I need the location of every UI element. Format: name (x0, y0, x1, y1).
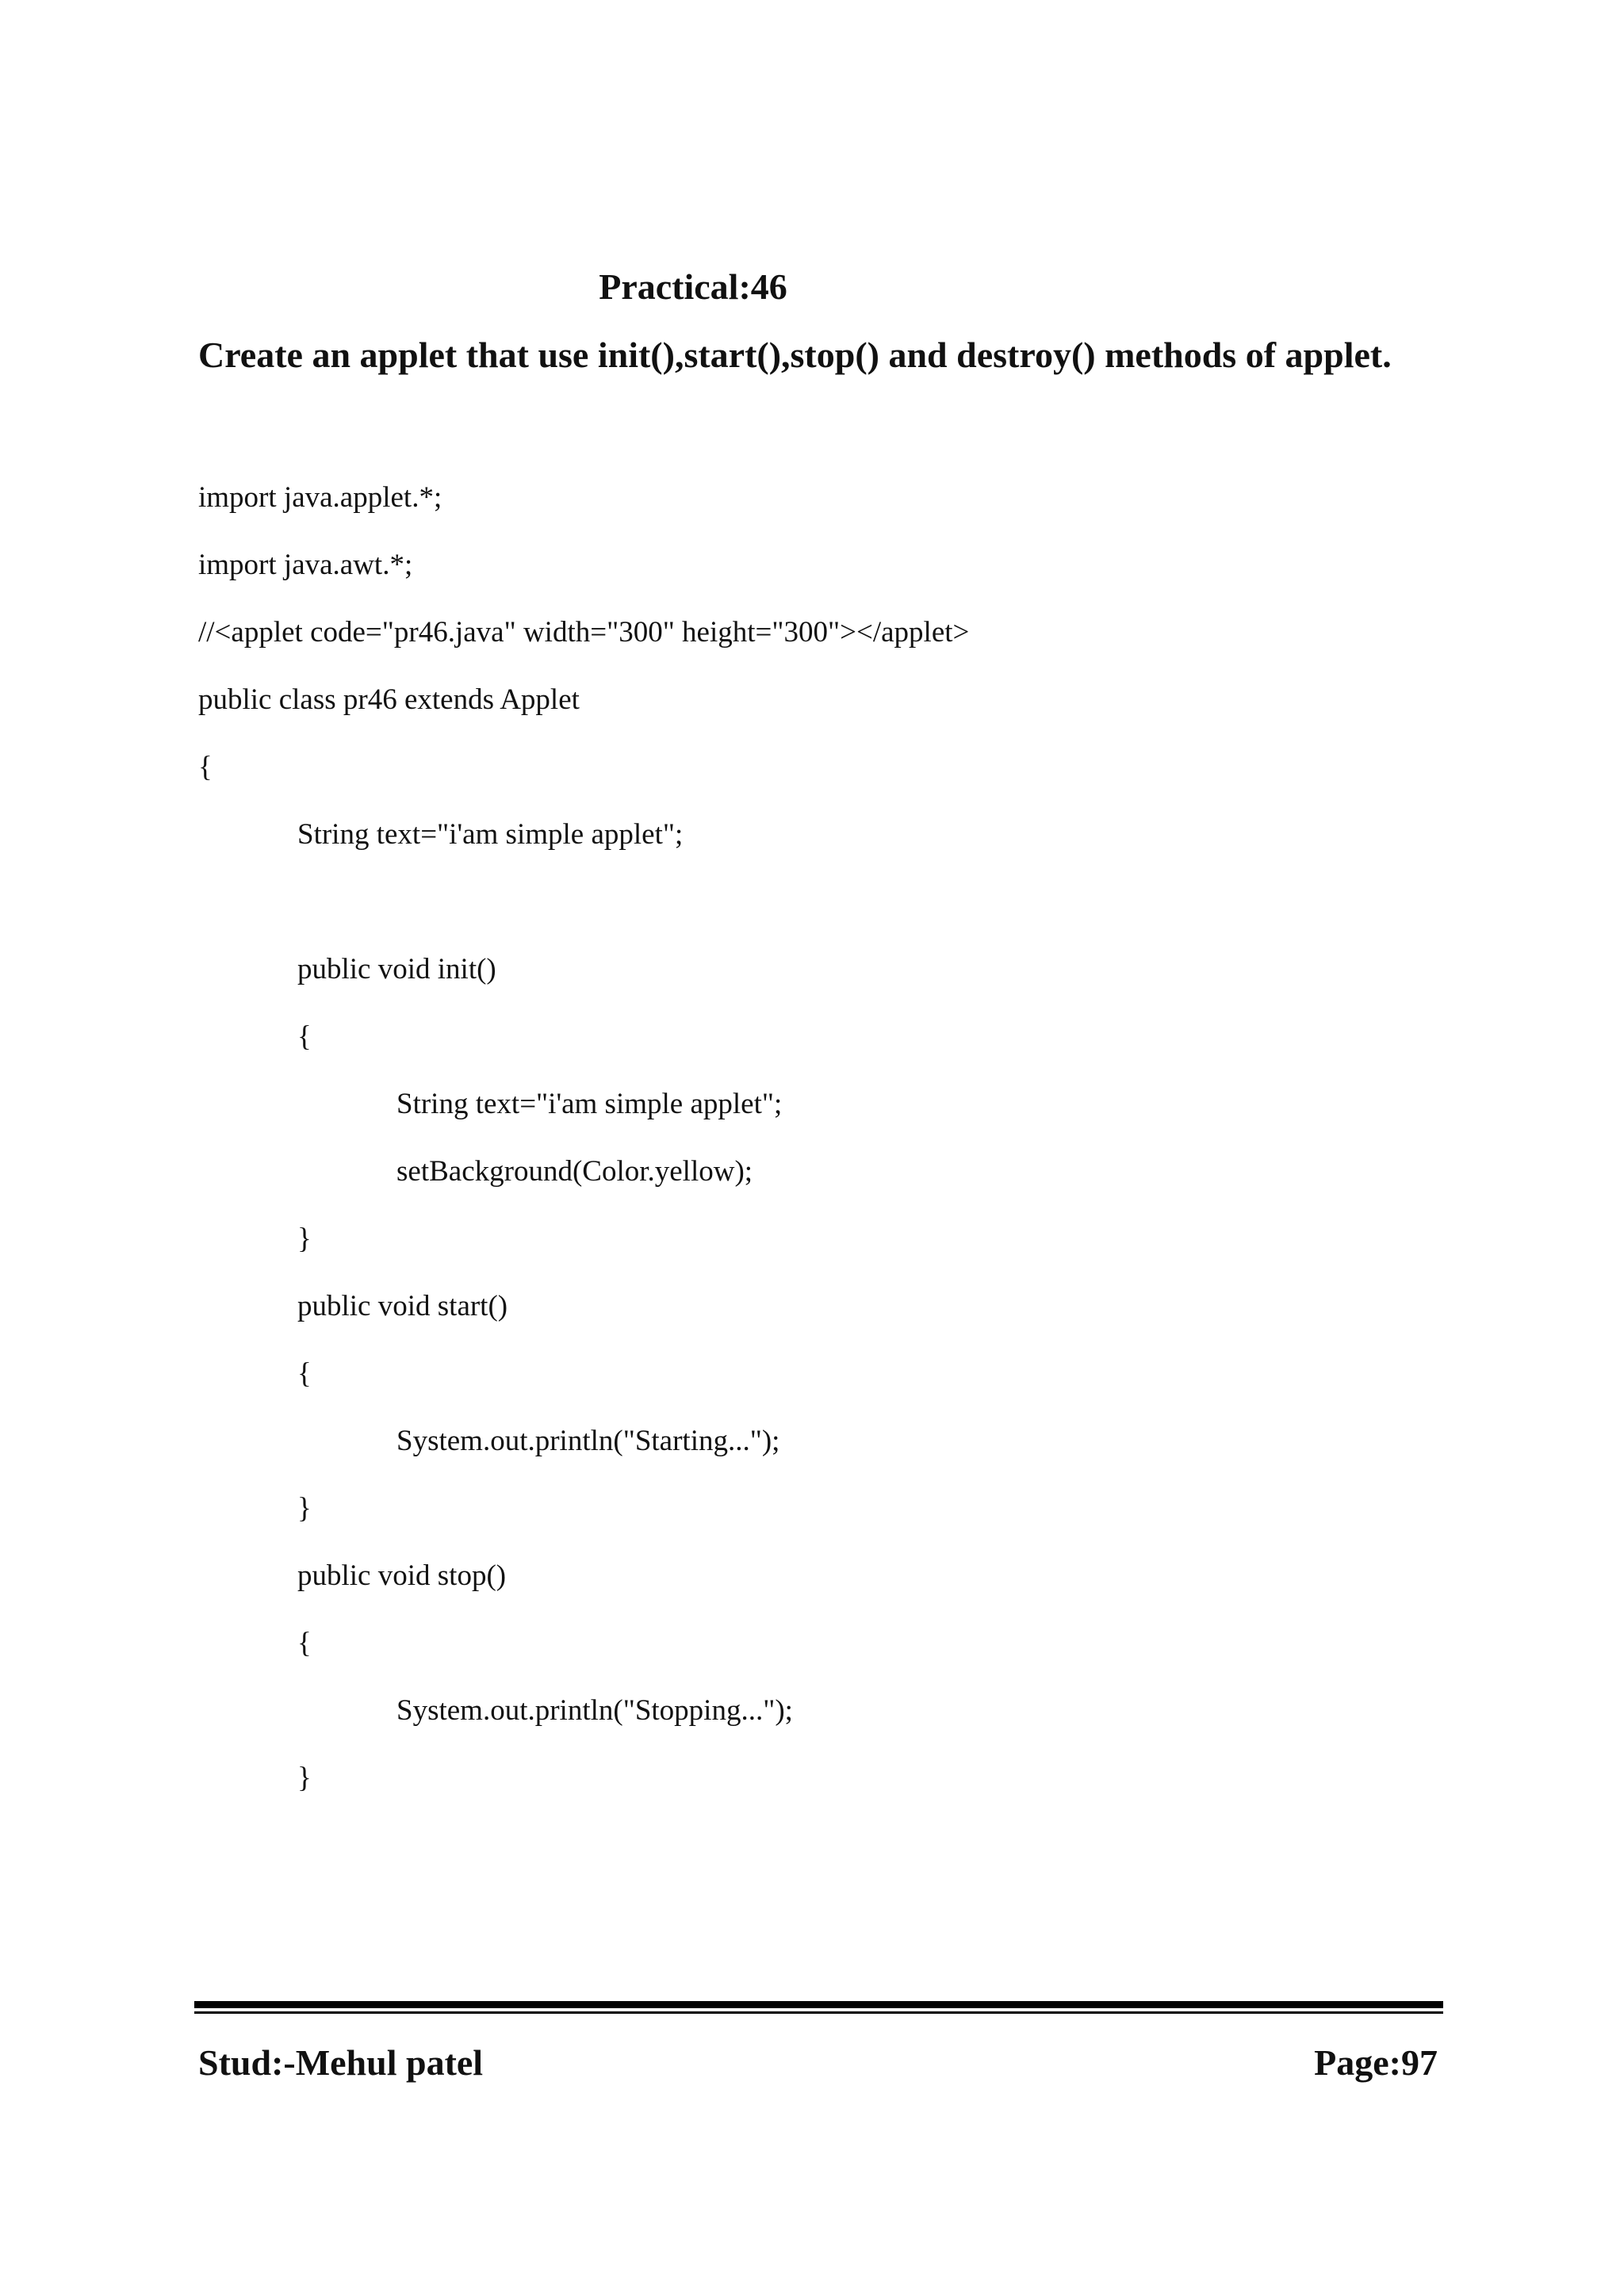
code-line: { (297, 1020, 312, 1053)
code-line: public void stop() (297, 1559, 507, 1592)
code-line: import java.awt.*; (198, 549, 413, 581)
code-line: public class pr46 extends Applet (198, 683, 580, 716)
code-line: setBackground(Color.yellow); (396, 1155, 753, 1188)
footer-student-name: Stud:-Mehul patel (198, 2042, 484, 2083)
code-line: } (297, 1762, 312, 1794)
code-line: { (297, 1627, 312, 1659)
footer-divider-thin (194, 2011, 1443, 2014)
code-line: public void init() (297, 953, 496, 985)
code-listing (198, 474, 1435, 1822)
code-line: //<applet code="pr46.java" width="300" height="300"></applet> (198, 616, 970, 649)
footer-page-number: Page:97 (1314, 2042, 1438, 2083)
code-line: String text="i'am simple applet"; (297, 818, 684, 851)
footer-divider-thick (194, 2001, 1443, 2008)
code-line: System.out.println("Stopping..."); (396, 1694, 793, 1727)
question-heading: Create an applet that use init(),start(),stop() and destroy() methods of applet. (198, 335, 1392, 375)
code-line-blank (198, 878, 1435, 946)
code-line: } (297, 1492, 312, 1525)
code-line: } (297, 1223, 312, 1255)
practical-title: Practical:46 (599, 266, 787, 307)
code-line: { (297, 1357, 312, 1390)
code-line: String text="i'am simple applet"; (396, 1088, 783, 1120)
code-line: System.out.println("Starting..."); (396, 1425, 780, 1457)
code-line: import java.applet.*; (198, 481, 442, 514)
code-line: public void start() (297, 1290, 508, 1322)
code-line: { (198, 751, 213, 783)
